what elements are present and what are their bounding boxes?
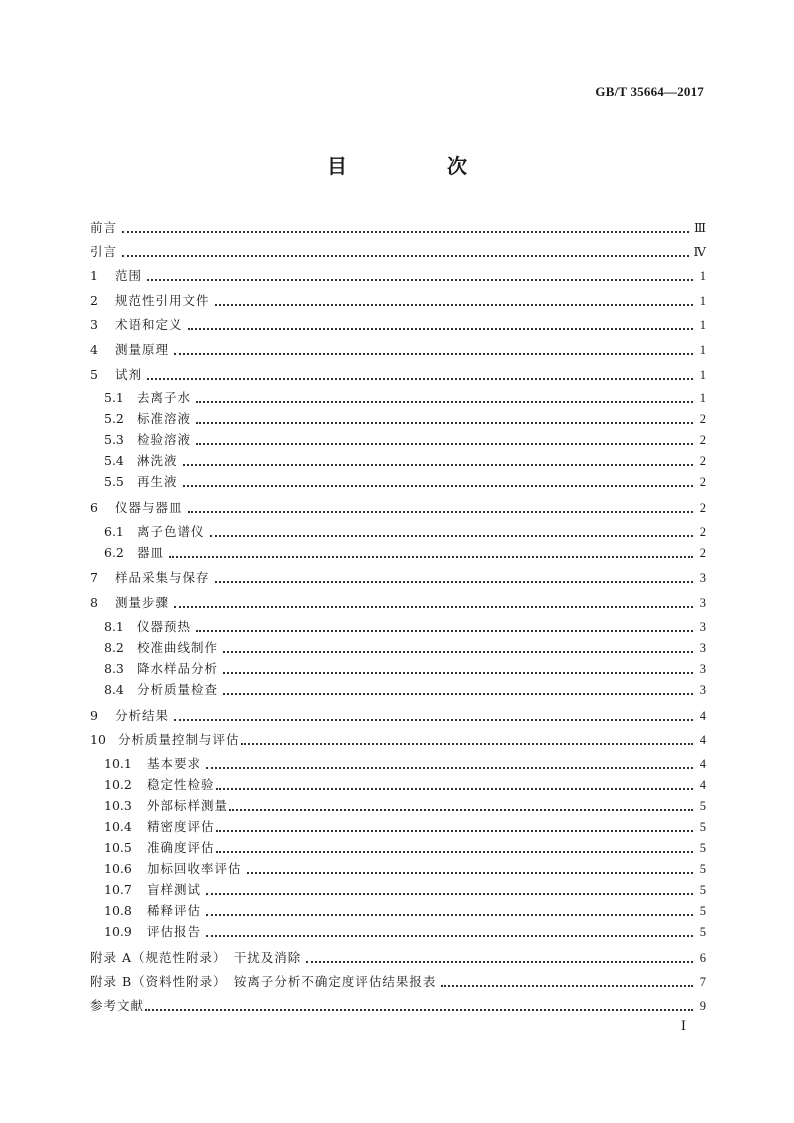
toc-entry-8[interactable] [90, 591, 706, 611]
toc-entry-10[interactable] [90, 728, 706, 748]
toc-label: 规范性引用文件 [115, 293, 210, 308]
toc-page: 1 [699, 294, 706, 308]
toc-label: 分析质量控制与评估 [118, 732, 240, 747]
toc-page: 3 [699, 683, 706, 697]
toc-leader [174, 606, 693, 608]
toc-entry-10-2[interactable] [104, 773, 706, 793]
toc-entry-foreword[interactable] [90, 216, 706, 236]
toc-label: 分析结果 [115, 708, 170, 723]
toc-number: 7 [90, 570, 98, 585]
page-title: 目 次 [327, 154, 507, 178]
toc-leader [196, 422, 693, 424]
toc-label: 术语和定义 [115, 317, 183, 332]
toc-entry-10-7[interactable] [104, 878, 706, 898]
toc-entry-6-2[interactable] [104, 541, 706, 561]
toc-entry-8-1[interactable] [104, 615, 706, 635]
toc-number: 5 [90, 367, 98, 382]
toc-number: 3 [90, 317, 98, 332]
toc-page: 1 [699, 368, 706, 382]
toc-number: 1 [90, 268, 98, 283]
toc-leader [215, 304, 693, 306]
toc-leader [147, 279, 693, 281]
toc-label: 测量步骤 [115, 595, 170, 610]
toc-label: 样品采集与保存 [115, 570, 210, 585]
toc-entry-5-5[interactable] [104, 470, 706, 490]
toc-leader [196, 443, 693, 445]
toc-leader [241, 743, 693, 745]
toc-number: 10.3 [104, 798, 132, 813]
toc-entry-6[interactable] [90, 496, 706, 516]
toc-number: 6 [90, 500, 98, 515]
toc-page: 2 [699, 412, 706, 426]
toc-entry-7[interactable] [90, 566, 706, 586]
toc-entry-5-2[interactable] [104, 407, 706, 427]
toc-number: 2 [90, 293, 98, 308]
toc-page: 3 [699, 571, 706, 585]
toc-number: 6.1 [104, 524, 124, 539]
toc-number: 8.4 [104, 682, 124, 697]
toc-label: 仪器与器皿 [115, 500, 183, 515]
toc-entry-8-4[interactable] [104, 678, 706, 698]
toc-page: 1 [699, 343, 706, 357]
toc-leader [223, 672, 693, 674]
toc-entry-9[interactable] [90, 704, 706, 724]
toc-page: 3 [699, 641, 706, 655]
toc-label: 离子色谱仪 [137, 524, 205, 539]
toc-page: 3 [699, 662, 706, 676]
toc-number: 5.3 [104, 432, 124, 447]
toc-page: 1 [699, 318, 706, 332]
toc-page: 2 [699, 501, 706, 515]
toc-entry-10-4[interactable] [104, 815, 706, 835]
toc-label: 引言 [90, 244, 118, 259]
toc-number: 9 [90, 708, 98, 723]
toc-page: 4 [699, 709, 706, 723]
toc-page: 7 [699, 975, 706, 989]
toc-number: 10.2 [104, 777, 132, 792]
toc-number: 10.7 [104, 882, 132, 897]
toc-entry-8-3[interactable] [104, 657, 706, 677]
toc-page: 4 [699, 778, 706, 792]
toc-leader [206, 893, 693, 895]
toc-page: 5 [699, 904, 706, 918]
toc-number: 10.5 [104, 840, 132, 855]
toc-number: 10.9 [104, 924, 132, 939]
toc-label: 评估报告 [147, 924, 202, 939]
toc-label: 外部标样测量 [147, 798, 229, 813]
toc-entry-10-1[interactable] [104, 752, 706, 772]
toc-leader [215, 581, 693, 583]
standard-code: GB/T 35664—2017 [595, 84, 704, 99]
toc-page: 2 [699, 454, 706, 468]
toc-leader [183, 464, 693, 466]
toc-number: 8.1 [104, 619, 124, 634]
toc-label: 试剂 [115, 367, 143, 382]
toc-number: 5.1 [104, 390, 124, 405]
toc-page: Ⅳ [693, 245, 706, 259]
toc-number: 10.6 [104, 861, 132, 876]
toc-entry-5-4[interactable] [104, 449, 706, 469]
toc-leader [210, 535, 693, 537]
toc-leader [145, 1009, 693, 1011]
toc-label: 基本要求 [147, 756, 202, 771]
toc-label: 仪器预热 [137, 619, 192, 634]
toc-leader [188, 511, 693, 513]
toc-label: 准确度评估 [147, 840, 215, 855]
toc-page: 5 [699, 925, 706, 939]
toc-entry-appendix-b[interactable] [90, 970, 706, 990]
toc-page: 1 [699, 391, 706, 405]
toc-leader [223, 651, 693, 653]
toc-leader [196, 630, 693, 632]
toc-number: 8.3 [104, 661, 124, 676]
toc-label: 检验溶液 [137, 432, 192, 447]
toc-leader [174, 353, 693, 355]
toc-label: 稀释评估 [147, 903, 202, 918]
toc-leader [229, 809, 693, 811]
toc-page: 5 [699, 883, 706, 897]
toc-entry-10-5[interactable] [104, 836, 706, 856]
toc-page: 9 [699, 999, 706, 1013]
toc-leader [188, 328, 693, 330]
toc-label: 精密度评估 [147, 819, 215, 834]
toc-label: 测量原理 [115, 342, 170, 357]
toc-page: 2 [699, 525, 706, 539]
toc-page: 4 [699, 757, 706, 771]
toc-number: 6.2 [104, 545, 124, 560]
toc-leader [441, 985, 693, 987]
toc-page: 5 [699, 862, 706, 876]
toc-leader [216, 830, 693, 832]
toc-page: Ⅲ [693, 221, 706, 235]
toc-number: 10.1 [104, 756, 132, 771]
toc-leader [147, 378, 693, 380]
toc-page: 6 [699, 951, 706, 965]
toc-entry-8-2[interactable] [104, 636, 706, 656]
toc-leader [216, 851, 693, 853]
toc-number: 4 [90, 342, 98, 357]
toc-leader [122, 255, 688, 257]
toc-entry-3[interactable] [90, 313, 706, 333]
toc-page: 2 [699, 475, 706, 489]
toc-label: 降水样品分析 [137, 661, 219, 676]
toc-entry-2[interactable] [90, 289, 706, 309]
toc-number: 8 [90, 595, 98, 610]
toc-entry-references[interactable] [90, 994, 706, 1014]
toc-page: 4 [699, 733, 706, 747]
toc-page: 1 [699, 269, 706, 283]
toc-leader [183, 485, 693, 487]
toc-label: 范围 [115, 268, 143, 283]
toc-entry-4[interactable] [90, 338, 706, 358]
toc-label: 盲样测试 [147, 882, 202, 897]
toc-entry-5-3[interactable] [104, 428, 706, 448]
page-number: Ⅰ [680, 1018, 686, 1033]
toc-page: 5 [699, 820, 706, 834]
toc-leader [122, 231, 689, 233]
toc-leader [247, 872, 693, 874]
toc-label: 参考文献 [90, 998, 145, 1013]
toc-entry-6-1[interactable] [104, 520, 706, 540]
toc-page: 5 [699, 841, 706, 855]
toc-leader [216, 788, 693, 790]
toc-entry-10-9[interactable] [104, 920, 706, 940]
toc-label: 前言 [90, 220, 118, 235]
toc-label: 加标回收率评估 [147, 861, 242, 876]
toc-number: 10.4 [104, 819, 132, 834]
toc-page: 3 [699, 620, 706, 634]
toc-label: 稳定性检验 [147, 777, 215, 792]
toc-leader [196, 401, 693, 403]
toc-entry-10-3[interactable] [104, 794, 706, 814]
toc-leader [306, 961, 693, 963]
toc-label: 分析质量检查 [137, 682, 219, 697]
toc-leader [169, 556, 693, 558]
toc-leader [223, 693, 693, 695]
toc-label: 附录 B（资料性附录） 铵离子分析不确定度评估结果报表 [90, 974, 437, 989]
toc-number: 10.8 [104, 903, 132, 918]
toc-page: 2 [699, 433, 706, 447]
toc-entry-10-8[interactable] [104, 899, 706, 919]
toc-number: 5.2 [104, 411, 124, 426]
toc-label: 去离子水 [137, 390, 192, 405]
toc-entry-5[interactable] [90, 363, 706, 383]
toc-page: 2 [699, 546, 706, 560]
toc-entry-introduction[interactable] [90, 240, 706, 260]
toc-leader [206, 767, 693, 769]
toc-number: 10 [90, 732, 106, 747]
toc-label: 器皿 [137, 545, 165, 560]
toc-number: 5.5 [104, 474, 124, 489]
toc-label: 再生液 [137, 474, 178, 489]
toc-label: 校准曲线制作 [137, 640, 219, 655]
toc-leader [174, 719, 693, 721]
toc-entry-10-6[interactable] [104, 857, 706, 877]
toc-number: 8.2 [104, 640, 124, 655]
toc-page: 5 [699, 799, 706, 813]
toc-leader [206, 914, 693, 916]
toc-leader [206, 935, 693, 937]
toc-entry-1[interactable] [90, 264, 706, 284]
toc-label: 附录 A（规范性附录） 干扰及消除 [90, 950, 302, 965]
toc-page: 3 [699, 596, 706, 610]
toc-entry-5-1[interactable] [104, 386, 706, 406]
toc-label: 淋洗液 [137, 453, 178, 468]
toc-number: 5.4 [104, 453, 124, 468]
toc-label: 标准溶液 [137, 411, 192, 426]
toc-entry-appendix-a[interactable] [90, 946, 706, 966]
